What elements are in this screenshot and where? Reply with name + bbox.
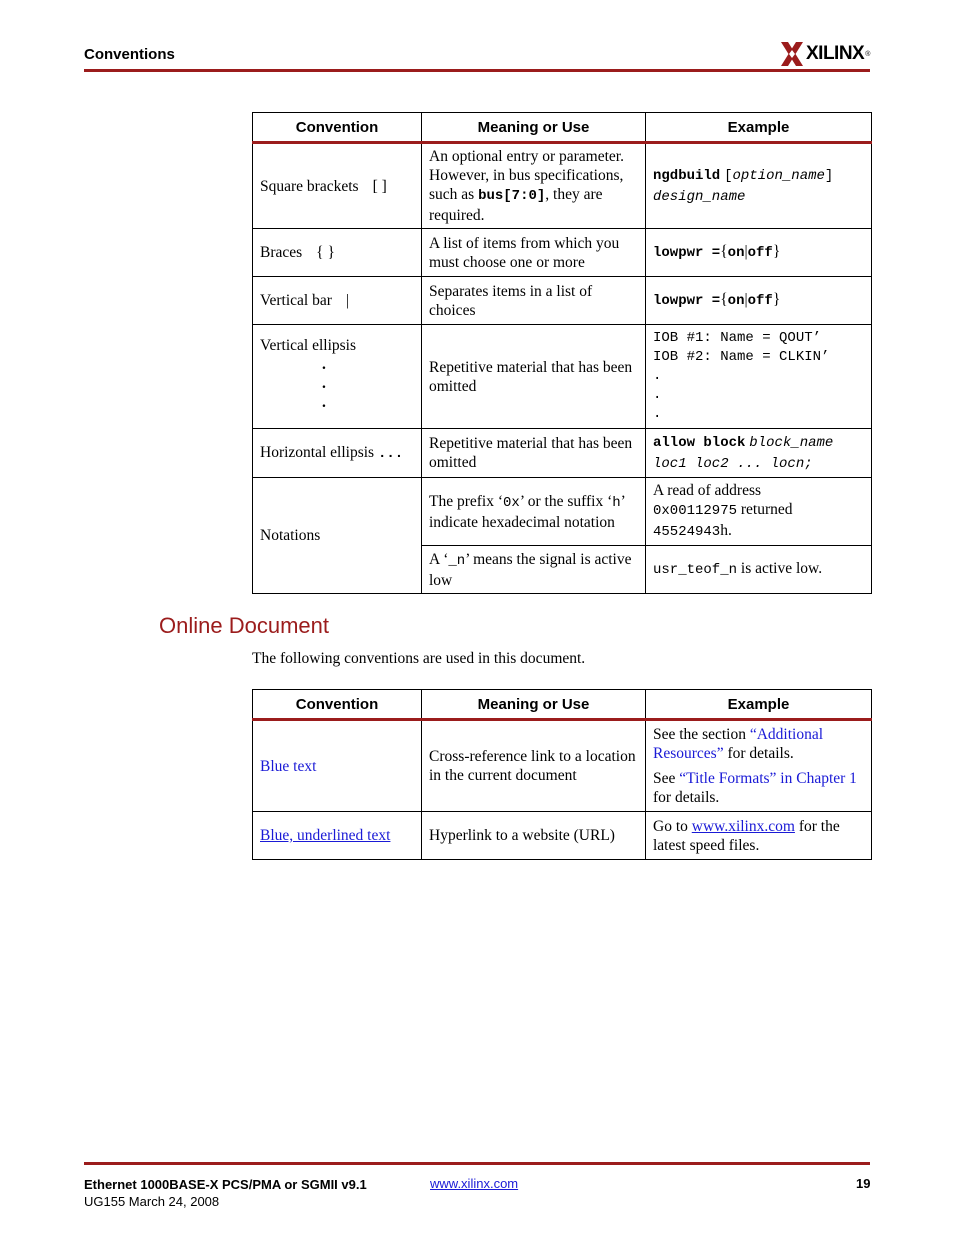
column-header: Example bbox=[646, 690, 872, 720]
example-cell: A read of address 0x00112975 returned 45524943h. bbox=[646, 478, 872, 546]
title-formats-link[interactable]: “Title Formats” in Chapter 1 bbox=[679, 770, 857, 787]
example-cell: usr_teof_n is active low. bbox=[646, 546, 872, 594]
footer-doc-title: Ethernet 1000BASE-X PCS/PMA or SGMII v9.1 bbox=[84, 1177, 367, 1192]
table-row-braces bbox=[253, 229, 872, 277]
meaning-cell: Hyperlink to a website (URL) bbox=[422, 812, 646, 860]
example-cell: ngdbuild [option_name] design_name bbox=[646, 143, 872, 229]
convention-symbol: { } bbox=[316, 244, 335, 261]
convention-cell: Horizontal ellipsis ... bbox=[253, 429, 422, 478]
footer-rule bbox=[84, 1162, 870, 1165]
convention-cell: Square brackets [ ] bbox=[253, 143, 422, 229]
page-header-title: Conventions bbox=[84, 46, 175, 63]
meaning-cell: Separates items in a list of choices bbox=[422, 277, 646, 325]
additional-resources-link[interactable]: “Additional Resources” bbox=[653, 726, 824, 762]
online-document-table bbox=[252, 689, 872, 860]
convention-cell: Vertical bar | bbox=[253, 277, 422, 325]
meaning-cell: Repetitive material that has been omitted bbox=[422, 325, 646, 429]
table-row-square-brackets bbox=[253, 143, 872, 229]
table-header-row bbox=[253, 113, 872, 143]
convention-symbol: [ ] bbox=[372, 177, 387, 195]
convention-cell: Vertical ellipsis . . . bbox=[253, 325, 422, 429]
table-row-underlined-text bbox=[253, 812, 872, 860]
column-header: Example bbox=[646, 113, 872, 143]
table-row-vertical-ellipsis bbox=[253, 325, 872, 429]
xilinx-logo bbox=[780, 40, 870, 68]
vertical-ellipsis-dots: . . . bbox=[322, 356, 326, 411]
column-header: Meaning or Use bbox=[422, 113, 646, 143]
example-cell: allow block block_name loc1 loc2 ... locn; bbox=[646, 429, 872, 478]
convention-cell bbox=[253, 812, 422, 860]
header-rule bbox=[84, 69, 870, 72]
convention-cell: Notations bbox=[253, 478, 422, 594]
example-cell: lowpwr ={on|off} bbox=[646, 229, 872, 277]
table-row-notations-hex bbox=[253, 478, 872, 546]
convention-cell: Braces { } bbox=[253, 229, 422, 277]
example-cell: lowpwr ={on|off} bbox=[646, 277, 872, 325]
table-row-blue-text bbox=[253, 720, 872, 812]
column-header: Meaning or Use bbox=[422, 690, 646, 720]
convention-symbol: ... bbox=[377, 445, 404, 462]
table-header-row bbox=[253, 690, 872, 720]
footer-doc-info bbox=[84, 1176, 367, 1210]
example-cell: See the section “Additional Resources” for details. See “Title Formats” in Chapter 1 for details. bbox=[646, 720, 872, 812]
section-intro: The following conventions are used in this document. bbox=[252, 650, 586, 667]
example-cell: IOB #1: Name = QOUT’ IOB #2: Name = CLKIN’ . . . bbox=[646, 325, 872, 429]
meaning-cell: The prefix ‘0x’ or the suffix ‘h’ indicate hexadecimal notation bbox=[422, 478, 646, 546]
footer-website-link[interactable]: www.xilinx.com bbox=[430, 1176, 519, 1191]
meaning-cell: Cross-reference link to a location in the current document bbox=[422, 720, 646, 812]
column-header: Convention bbox=[253, 690, 422, 720]
convention-cell: Blue text bbox=[253, 720, 422, 812]
table-row-vertical-bar bbox=[253, 277, 872, 325]
meaning-cell: An optional entry or parameter. However, in bus specifications, such as bus[7:0], they are required. bbox=[422, 143, 646, 229]
underlined-link-sample: Blue, underlined text bbox=[260, 827, 391, 844]
meaning-cell: A list of items from which you must choose one or more bbox=[422, 229, 646, 277]
conventions-table bbox=[252, 112, 872, 594]
xilinx-website-link[interactable]: www.xilinx.com bbox=[691, 817, 795, 835]
column-header: Convention bbox=[253, 113, 422, 143]
logo-wordmark: XILINX bbox=[806, 43, 865, 64]
table-row-horizontal-ellipsis bbox=[253, 429, 872, 478]
example-cell: Go to www.xilinx.com for the latest speed files. bbox=[646, 812, 872, 860]
xilinx-x-icon bbox=[780, 41, 804, 67]
page-number: 19 bbox=[856, 1176, 871, 1191]
meaning-cell: A ‘_n’ means the signal is active low bbox=[422, 546, 646, 594]
section-heading: Online Document bbox=[159, 613, 329, 638]
logo-registered-mark: ® bbox=[865, 50, 871, 58]
footer-doc-id: UG155 March 24, 2008 bbox=[84, 1194, 220, 1209]
meaning-cell: Repetitive material that has been omitted bbox=[422, 429, 646, 478]
convention-symbol: | bbox=[345, 292, 349, 309]
